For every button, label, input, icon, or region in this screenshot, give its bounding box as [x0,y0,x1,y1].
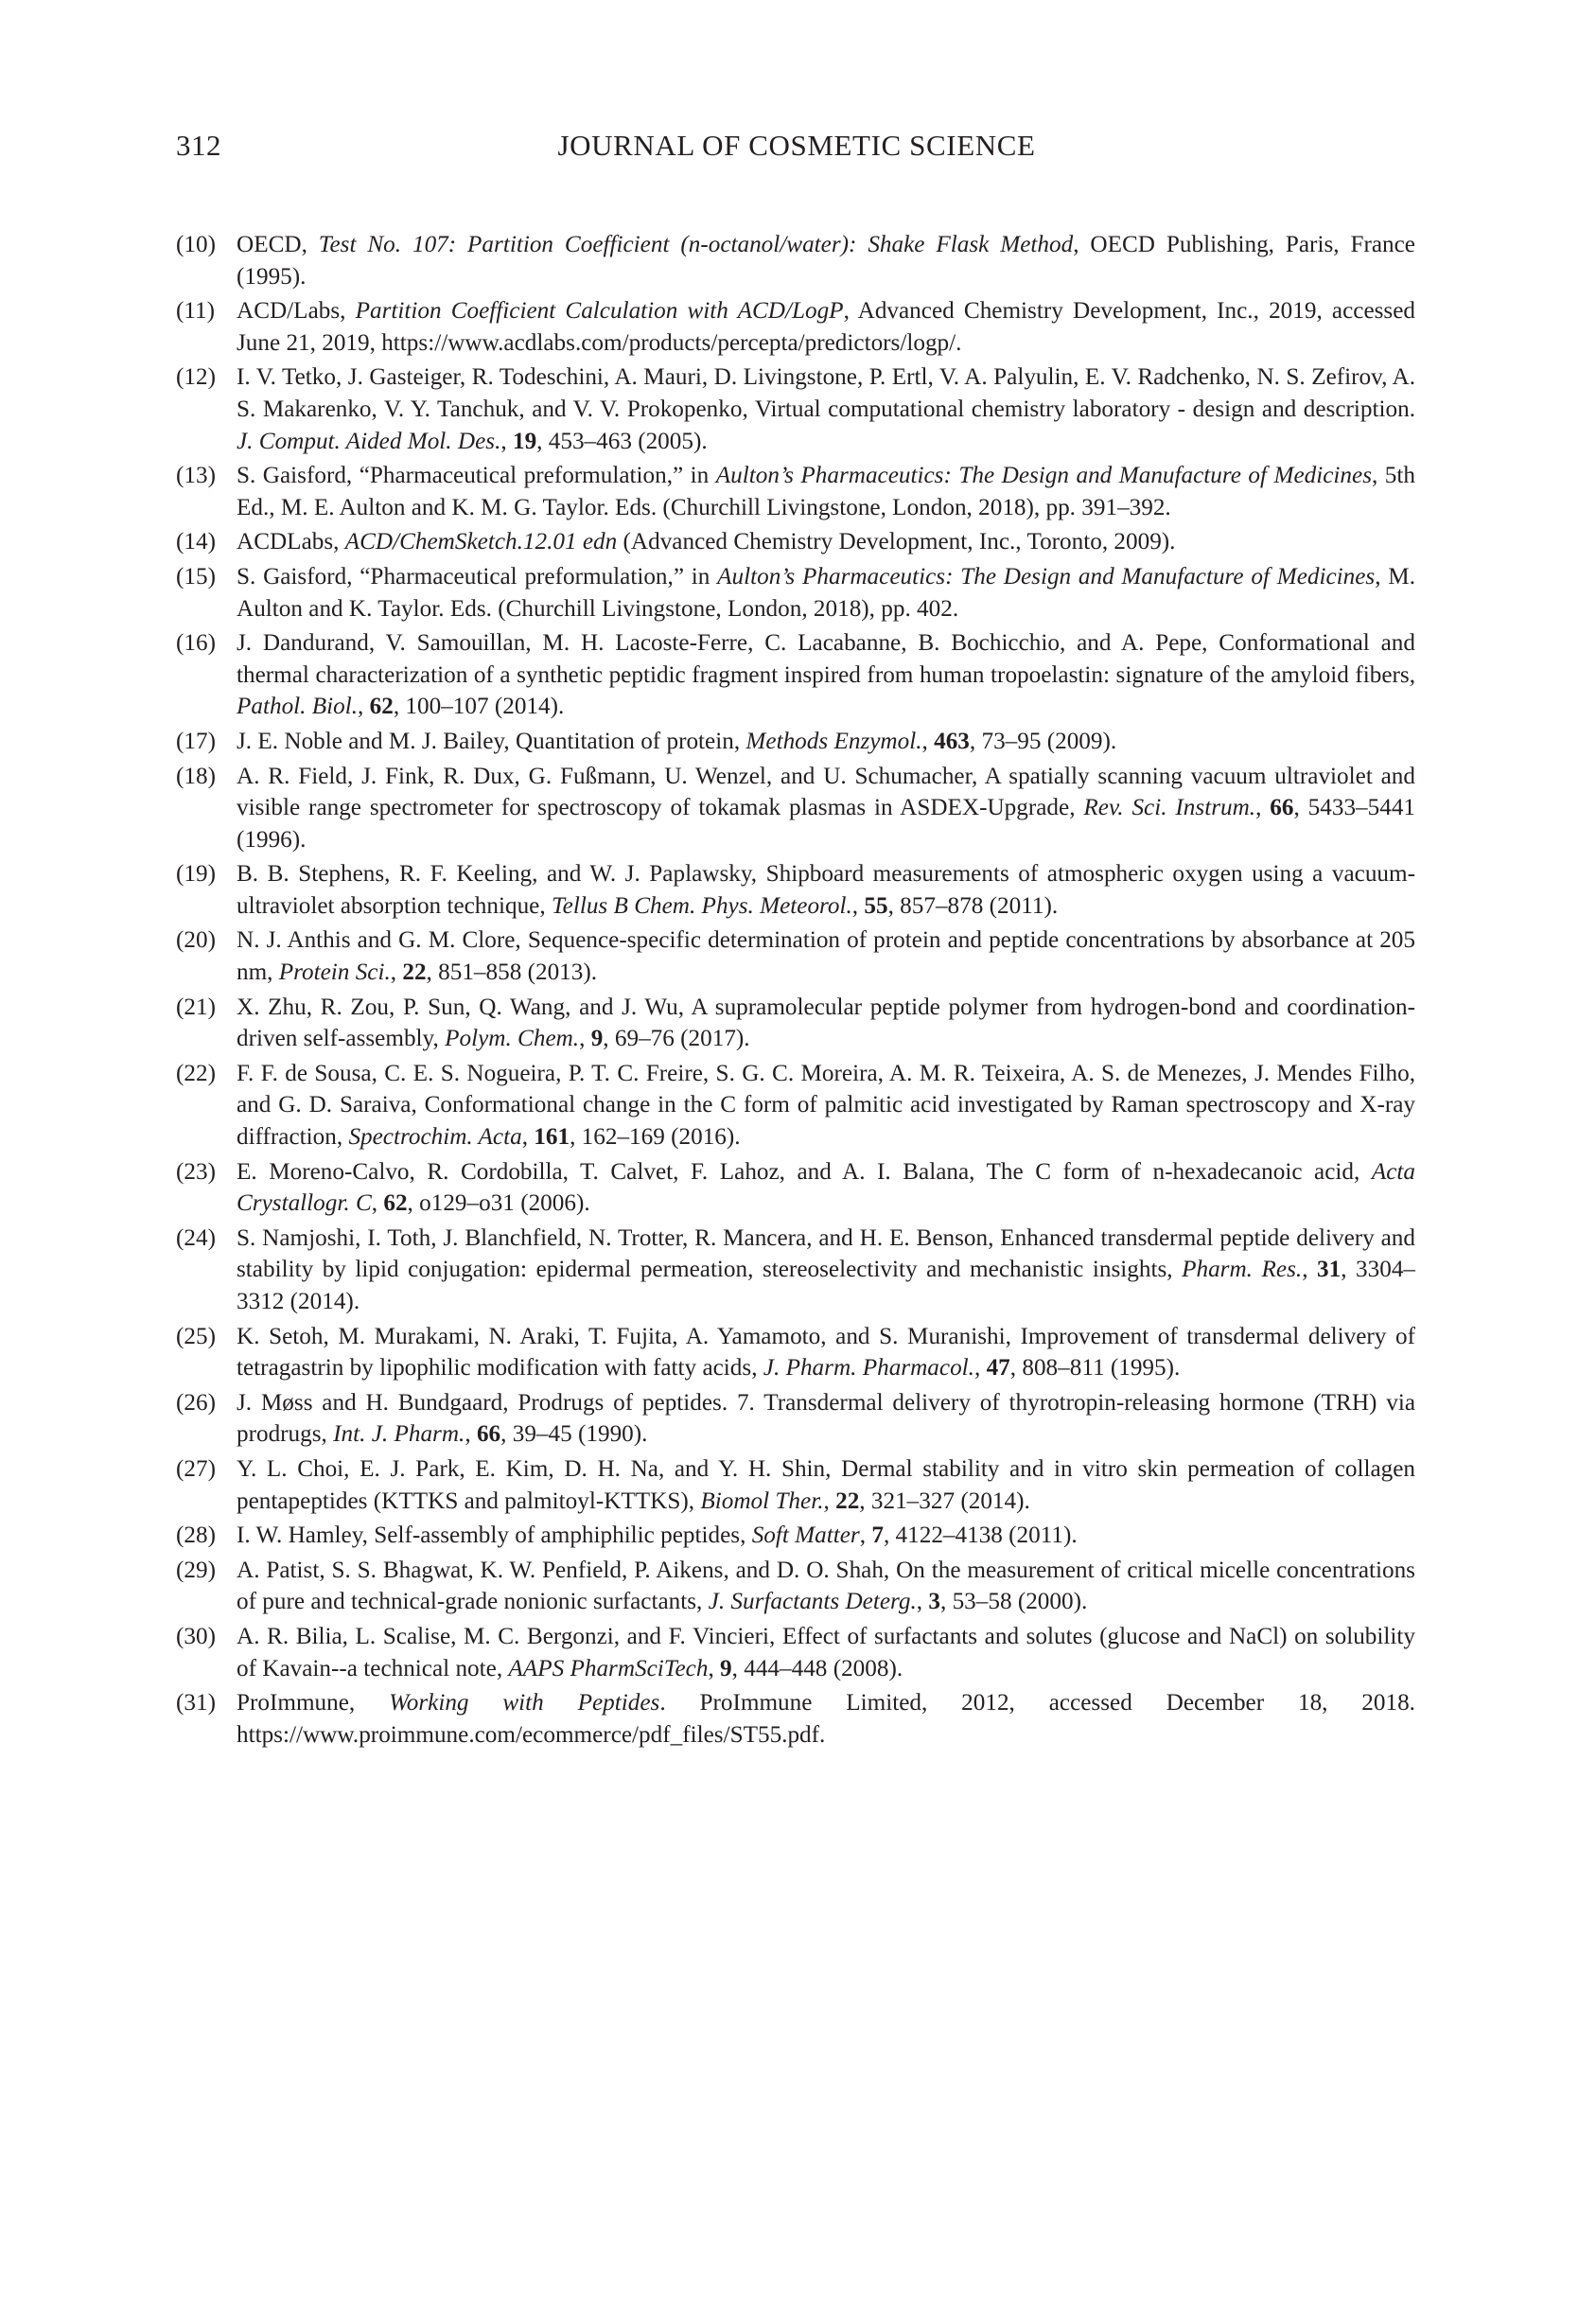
reference-number: (16) [176,630,216,657]
reference-segment: ACD/Labs, [237,298,356,325]
reference-segment: A. R. Field, J. Fink, R. Dux, G. Fußmann, U. Wenzel, and U. Schumacher, A spatially scanning vacuum ultraviolet and visible range spectrometer for spectroscopy of tokamak plasmas in ASDEX-Upgrade, [237,763,1415,821]
reference-segment: J. Møss and H. Bundgaard, Prodrugs of peptides. 7. Transdermal delivery of thyrotropin-releasing hormone (TRH) via prodrugs, [237,1389,1415,1448]
reference-segment: , [579,1026,591,1052]
reference-number: (22) [176,1060,216,1086]
reference-volume: 22 [835,1487,860,1514]
reference-text [237,564,1415,622]
reference-text [237,995,1415,1052]
reference-segment: , 321–327 (2014). [859,1487,1030,1514]
reference-segment: , 444–448 (2008). [731,1655,903,1681]
reference-segment: N. J. Anthis and G. M. Clore, Sequence-specific determination of protein and peptide concentrations by absorbance at 205 nm, [237,927,1415,986]
reference-segment: I. V. Tetko, J. Gasteiger, R. Todeschini, A. Mauri, D. Livingstone, P. Ertl, V. A. Palyulin, E. V. Radchenko, N. S. Zefirov, A. S. Makarenko, V. Y. Tanchuk, and V. V. Prokopenko, Virtual computational chemistry laboratory - design and description. [237,364,1415,422]
reference-segment: A. Patist, S. S. Bhagwat, K. W. Penfield, P. Aikens, and D. O. Shah, On the measurement of critical micelle concentrations of pure and technical-grade nonionic surfactants, [237,1557,1415,1615]
reference-number: (24) [176,1224,216,1251]
reference-segment: , [916,1589,929,1615]
reference-title-italic: AAPS PharmSciTech [508,1655,709,1681]
reference-number: (31) [176,1690,216,1716]
reference-number: (17) [176,728,216,754]
reference-title-italic: Int. J. Pharm. [333,1421,465,1448]
reference-segment: , 53–58 (2000). [939,1589,1088,1615]
reference-segment: , [859,1523,872,1549]
reference-volume: 66 [476,1421,501,1448]
reference-text [237,529,1175,554]
reference-title-italic: Acta Crystallogr. C [237,1158,1415,1217]
reference-segment: , 3304–3312 (2014). [237,1257,1416,1314]
reference-segment: , OECD Publishing, Paris, France (1995). [237,232,1415,290]
reference-segment: , 39–45 (1990). [500,1421,648,1448]
reference-segment: , [358,694,370,720]
reference-item [176,1156,1415,1220]
reference-item [176,460,1415,523]
reference-text [237,1225,1415,1314]
reference-text [237,861,1415,919]
reference-segment: , [500,428,513,454]
reference-volume: 62 [369,694,394,720]
reference-title-italic: J. Comput. Aided Mol. Des. [237,428,501,454]
reference-item [176,1621,1415,1684]
reference-item [176,1555,1415,1618]
reference-segment: , 162–169 (2016). [570,1124,741,1151]
reference-segment: B. B. Stephens, R. F. Keeling, and W. J. Paplawsky, Shipboard measurements of atmospheric oxygen using a vacuum-ultraviolet absorption technique, [237,861,1415,919]
reference-segment: S. Namjoshi, I. Toth, J. Blanchfield, N. Trotter, R. Mancera, and H. E. Benson, Enhanced transdermal peptide delivery and stability by lipid conjugation: epidermal permeation, stereoselectivity and mechanistic insights, [237,1224,1415,1283]
reference-title-italic: Polym. Chem. [445,1026,580,1052]
reference-segment: X. Zhu, R. Zou, P. Sun, Q. Wang, and J. Wu, A supramolecular peptide polymer from hydrogen-bond and coordination-driven self-assembly, [237,994,1415,1052]
reference-title-italic: Methods Enzymol. [745,728,922,754]
reference-title-italic: Working with Peptides [389,1690,660,1716]
reference-item [176,1387,1415,1451]
reference-item [176,1453,1415,1517]
reference-number: (12) [176,364,216,391]
reference-segment: A. R. Bilia, L. Scalise, M. C. Bergonzi, and F. Vincieri, Effect of surfactants and solutes (glucose and NaCl) on solubility of Kavain--a technical note, [237,1623,1415,1681]
reference-title-italic: Pathol. Biol. [237,694,359,720]
reference-segment: , 453–463 (2005). [536,428,708,454]
reference-segment: K. Setoh, M. Murakami, N. Araki, T. Fujita, A. Yamamoto, and S. Muranishi, Improvement of transdermal delivery of tetragastrin by lipophilic modification with fatty acids, [237,1323,1415,1382]
reference-volume: 66 [1270,795,1294,821]
reference-segment: , 851–858 (2013). [426,959,598,986]
reference-text [237,364,1415,453]
reference-title-italic: Pharm. Res. [1182,1257,1303,1283]
reference-text [237,630,1415,719]
reference-text [237,1558,1415,1615]
reference-volume: 9 [590,1026,604,1052]
reference-number: (25) [176,1323,216,1349]
reference-segment: , [851,892,865,919]
reference-title-italic: Biomol Ther. [700,1487,824,1514]
reference-segment: , [1302,1257,1318,1283]
reference-title-italic: Soft Matter [751,1523,860,1549]
reference-title-italic: Spectrochim. Acta [348,1124,522,1151]
reference-segment: , 69–76 (2017). [603,1026,750,1052]
reference-item [176,1058,1415,1153]
page-header [176,129,1417,170]
reference-text [237,1390,1415,1448]
reference-item [176,924,1415,988]
reference-segment: , 5th Ed., M. E. Aulton and K. M. G. Taylor. Eds. (Churchill Livingstone, London, 2018), pp. 391–392. [237,463,1415,520]
reference-segment: OECD, [237,232,319,257]
reference-volume: 55 [864,892,888,919]
reference-text [237,1624,1415,1681]
reference-number: (18) [176,763,216,789]
reference-text [237,764,1415,853]
reference-segment: E. Moreno-Calvo, R. Cordobilla, T. Calvet, F. Lahoz, and A. I. Balana, The C form of n-hexadecanoic acid, [237,1158,1372,1185]
reference-item [176,361,1415,457]
reference-number: (26) [176,1389,216,1416]
reference-volume: 22 [402,959,427,986]
reference-segment: , [973,1355,987,1382]
reference-text [237,463,1415,520]
reference-segment: , o129–o31 (2006). [407,1190,590,1217]
reference-item [176,726,1415,758]
reference-number: (30) [176,1623,216,1649]
reference-segment: ProImmune, [237,1690,390,1716]
reference-text [237,1324,1415,1382]
reference-segment: , [921,728,935,754]
reference-number: (27) [176,1455,216,1482]
reference-number: (19) [176,861,216,888]
reference-segment: , [521,1124,535,1151]
reference-text [237,1523,1078,1548]
reference-segment: Y. L. Choi, E. J. Park, E. Kim, D. H. Na, and Y. H. Shin, Dermal stability and in vitro skin permeation of collagen pentapeptides (KTTKS and palmitoyl-KTTKS), [237,1455,1415,1514]
reference-list [176,229,1415,1753]
reference-volume: 47 [986,1355,1010,1382]
reference-item [176,561,1415,625]
reference-item [176,627,1415,723]
reference-segment: J. E. Noble and M. J. Bailey, Quantitation of protein, [237,728,746,754]
reference-number: (23) [176,1158,216,1185]
reference-item [176,761,1415,856]
reference-segment: , 808–811 (1995). [1009,1355,1181,1382]
reference-item [176,1687,1415,1751]
reference-number: (11) [176,298,216,325]
reference-volume: 161 [534,1124,570,1151]
reference-segment: F. F. de Sousa, C. E. S. Nogueira, P. T. C. Freire, S. G. C. Moreira, A. M. R. Teixeira, A. S. de Menezes, J. Mendes Filho, and G. D. Saraiva, Conformational change in the C form of palmitic acid investigated by Raman spectroscopy and X-ray diffraction, [237,1060,1415,1151]
reference-text [237,927,1415,985]
reference-title-italic: Partition Coefficient Calculation with ACD/LogP [355,298,844,325]
reference-segment: , [390,959,403,986]
reference-segment: , 5433–5441 (1996). [237,795,1416,853]
reference-segment: , [823,1487,836,1514]
reference-number: (21) [176,994,216,1020]
reference-text [237,1690,1415,1748]
reference-segment: J. Dandurand, V. Samouillan, M. H. Lacoste-Ferre, C. Lacabanne, B. Bochicchio, and A. Pepe, Conformational and thermal characterization of a synthetic peptidic fragment inspired from human tropoelastin: signature of the amyloid fibers, [237,630,1415,688]
reference-text [237,729,1116,754]
reference-title-italic: Protein Sci. [278,959,391,986]
reference-segment: (Advanced Chemistry Development, Inc., Toronto, 2009). [617,529,1176,555]
reference-segment: ACDLabs, [237,529,345,555]
reference-item [176,295,1415,359]
reference-segment: , 4122–4138 (2011). [883,1523,1078,1549]
reference-title-italic: Test No. 107: Partition Coefficient (n-octanol/water): Shake Flask Method [318,232,1074,257]
reference-volume: 463 [934,728,970,754]
reference-text [237,1456,1415,1514]
reference-item [176,1223,1415,1318]
reference-item [176,1321,1415,1384]
reference-volume: 19 [512,428,537,454]
reference-number: (29) [176,1557,216,1583]
reference-title-italic: J. Surfactants Deterg. [708,1589,917,1615]
reference-segment: S. Gaisford, “Pharmaceutical preformulation,” in [237,563,718,590]
reference-text [237,298,1415,356]
reference-item [176,229,1415,292]
reference-text [237,1061,1415,1150]
reference-title-italic: Aulton’s Pharmaceutics: The Design and Manufacture of Medicines [715,463,1373,489]
reference-title-italic: Tellus B Chem. Phys. Meteorol. [551,892,852,919]
reference-segment: , 73–95 (2009). [969,728,1117,754]
reference-segment: , [1255,795,1271,821]
reference-volume: 31 [1317,1257,1342,1283]
reference-title-italic: ACD/ChemSketch.12.01 edn [344,529,618,555]
reference-segment: , [371,1190,384,1217]
page-number: 312 [176,129,221,162]
reference-number: (15) [176,563,216,590]
reference-title-italic: J. Pharm. Pharmacol. [763,1355,974,1382]
reference-segment: , 857–878 (2011). [887,892,1059,919]
reference-segment: I. W. Hamley, Self-assembly of amphiphilic peptides, [237,1523,752,1549]
reference-number: (28) [176,1523,216,1549]
reference-item [176,1520,1415,1552]
reference-segment: , [708,1655,721,1681]
reference-number: (10) [176,232,216,257]
reference-number: (14) [176,529,216,555]
reference-segment: , Advanced Chemistry Development, Inc., 2019, accessed June 21, 2019, https://www.acdlabs.com/products/percepta/predictors/logp/. [237,298,1415,356]
reference-segment: , 100–107 (2014). [393,694,565,720]
journal-title: JOURNAL OF COSMETIC SCIENCE [557,129,1036,162]
reference-segment: , [465,1421,477,1448]
reference-volume: 3 [928,1589,940,1615]
reference-segment: S. Gaisford, “Pharmaceutical preformulation,” in [237,463,716,489]
reference-text [237,232,1415,290]
reference-title-italic: Rev. Sci. Instrum. [1083,795,1256,821]
reference-segment: . ProImmune Limited, 2012, accessed December 18, 2018. https://www.proimmune.com/ecommerce/pdf_files/ST55.pdf. [237,1690,1415,1748]
reference-volume: 9 [720,1655,732,1681]
reference-volume: 7 [871,1523,884,1549]
reference-volume: 62 [383,1190,408,1217]
reference-item [176,992,1415,1055]
reference-segment: , M. Aulton and K. Taylor. Eds. (Churchill Livingstone, London, 2018), pp. 402. [237,563,1415,622]
reference-text [237,1159,1415,1217]
reference-number: (20) [176,927,216,954]
reference-item [176,526,1415,558]
reference-title-italic: Aulton’s Pharmaceutics: The Design and Manufacture of Medicines [717,563,1376,590]
reference-item [176,858,1415,922]
reference-number: (13) [176,463,216,489]
